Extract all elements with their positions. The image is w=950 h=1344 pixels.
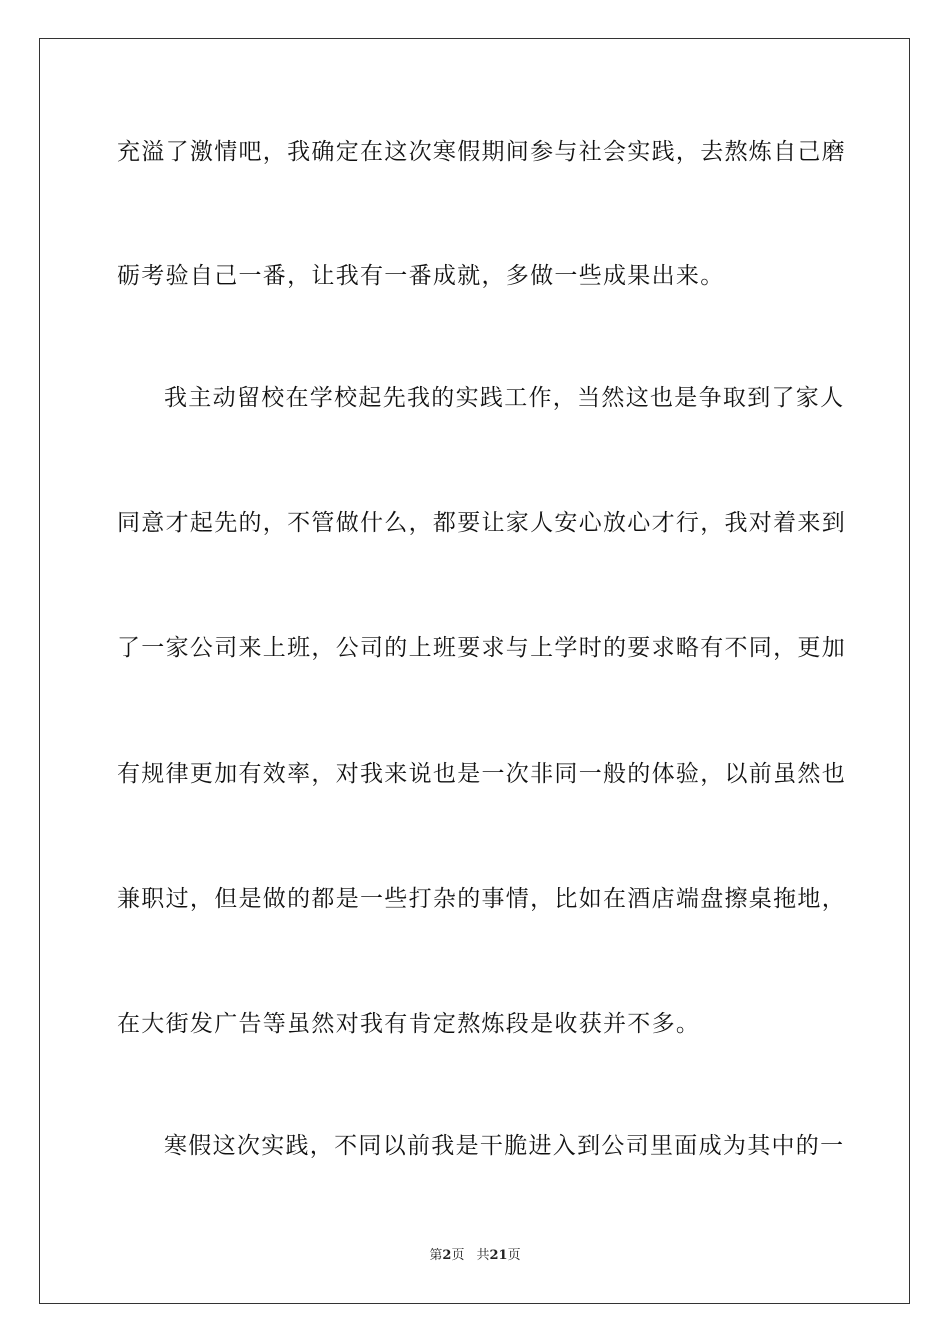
text-line: 砺考验自己一番，让我有一番成就，多做一些成果出来。 xyxy=(117,263,725,289)
text-line: 在大街发广告等虽然对我有肯定熬炼段是收获并不多。 xyxy=(117,1011,701,1037)
total-pages: 21 xyxy=(489,1248,508,1263)
total-suffix: 页 xyxy=(507,1248,521,1263)
text-line: 有规律更加有效率，对我来说也是一次非同一般的体验，以前虽然也 xyxy=(117,761,846,787)
text-line: 充溢了激情吧，我确定在这次寒假期间参与社会实践，去熬炼自己磨 xyxy=(117,139,846,165)
text-line: 兼职过，但是做的都是一些打杂的事情，比如在酒店端盘擦桌拖地， xyxy=(117,886,846,912)
text-line: 了一家公司来上班，公司的上班要求与上学时的要求略有不同，更加 xyxy=(117,635,846,661)
paragraph-first-line: 寒假这次实践，不同以前我是干脆进入到公司里面成为其中的一 xyxy=(164,1133,845,1159)
paragraph-first-line: 我主动留校在学校起先我的实践工作，当然这也是争取到了家人 xyxy=(164,385,845,411)
page-border xyxy=(39,38,910,1304)
page-suffix: 页 xyxy=(451,1248,465,1263)
total-prefix: 共 xyxy=(476,1248,490,1263)
page-prefix: 第 xyxy=(429,1248,443,1263)
text-line: 同意才起先的，不管做什么，都要让家人安心放心才行，我对着来到 xyxy=(117,510,846,536)
page-footer xyxy=(0,1247,950,1265)
page-number: 2 xyxy=(442,1248,452,1263)
